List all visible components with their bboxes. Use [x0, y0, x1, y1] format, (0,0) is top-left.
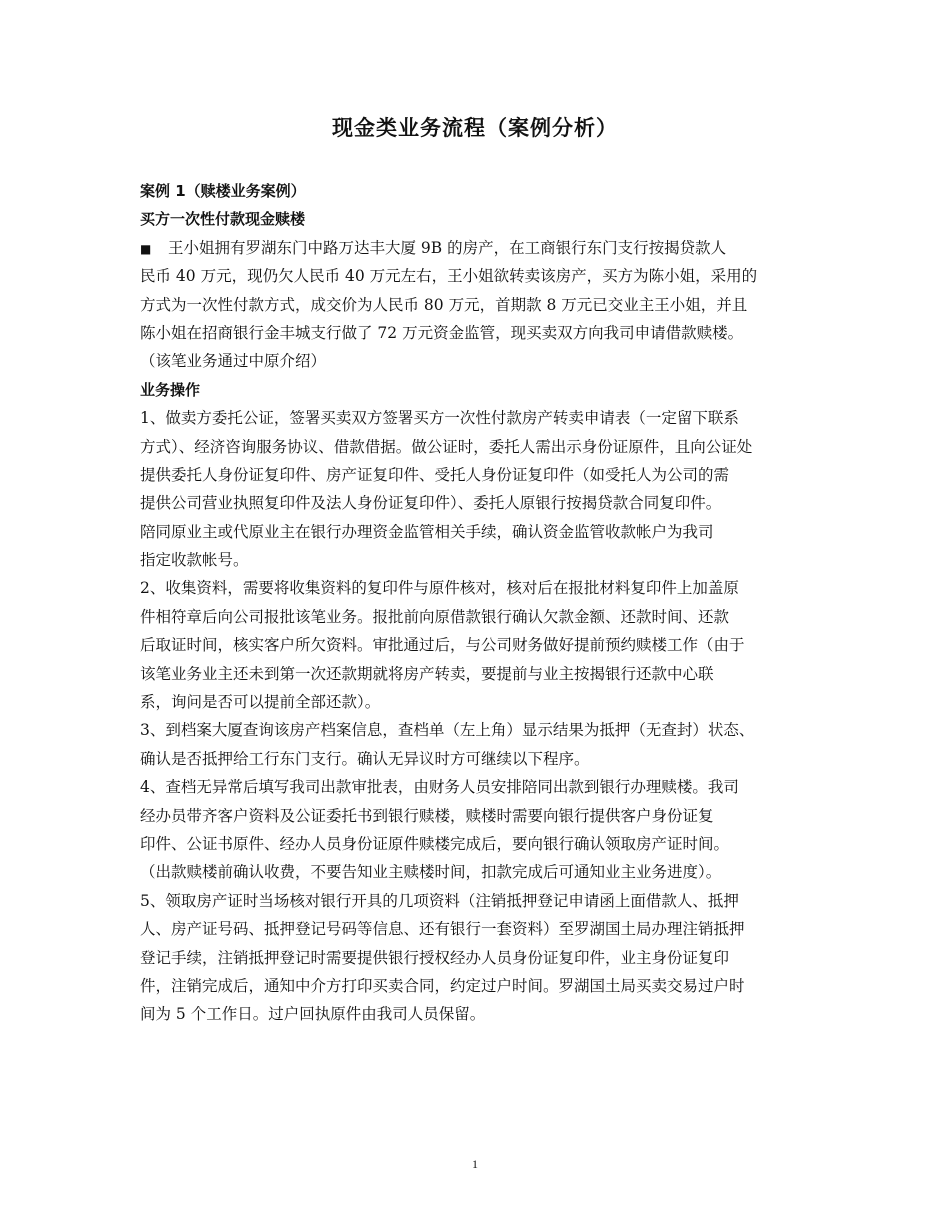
sub-heading: 买方一次性付款现金赎楼 [140, 210, 306, 229]
page-number: 1 [472, 1157, 478, 1171]
body-line: 件，注销完成后，通知中介方打印买卖合同，约定过户时间。罗湖国土局买卖交易过户时 [140, 976, 745, 995]
body-line: 4、查档无异常后填写我司出款审批表，由财务人员安排陪同出款到银行办理赎楼。我司 [140, 778, 739, 797]
body-line: 2、收集资料，需要将收集资料的复印件与原件核对，核对后在报批材料复印件上加盖原 [140, 579, 739, 598]
body-line: 件相符章后向公司报批该笔业务。报批前向原借款银行确认欠款金额、还款时间、还款 [140, 607, 730, 626]
intro-line-text: 方式为一次性付款方式，成交价为人民币 80 万元，首期款 8 万元已交业主王小姐，并且 [140, 295, 748, 314]
page-title: 现金类业务流程（案例分析） [332, 116, 618, 140]
body-line: 该笔业务业主还未到第一次还款期就将房产转卖，要提前与业主按揭银行还款中心联 [140, 664, 714, 683]
intro-line-text: 陈小姐在招商银行金丰城支行做了 72 万元资金监管，现买卖双方向我司申请借款赎楼。 [140, 323, 744, 342]
body-line: 5、领取房产证时当场核对银行开具的几项资料（注销抵押登记申请函上面借款人、抵押 [140, 891, 739, 910]
body-line: （出款赎楼前确认收费，不要告知业主赎楼时间，扣款完成后可通知业主业务进度）。 [140, 863, 722, 882]
intro-line [140, 234, 820, 262]
body-line: 方式）、经济咨询服务协议、借款借据。做公证时，委托人需出示身份证原件，且向公证处 [140, 437, 753, 456]
body-line: 指定收款帐号。 [140, 551, 249, 570]
body-line: 人、房产证号码、抵押登记号码等信息、还有银行一套资料）至罗湖国土局办理注销抵押 [140, 920, 745, 939]
body-line: 1、做卖方委托公证，签署买卖双方签署买方一次性付款房产转卖申请表（一定留下联系 [140, 409, 739, 428]
body-line: 印件、公证书原件、经办人员身份证原件赎楼完成后，要向银行确认领取房产证时间。 [140, 834, 730, 853]
body-line: 确认是否抵押给工行东门支行。确认无异议时方可继续以下程序。 [140, 749, 590, 768]
intro-line-text: 民币 40 万元，现仍欠人民币 40 万元左右，王小姐欲转卖该房产，买方为陈小姐，采用的 [140, 267, 758, 286]
body-line: 3、到档案大厦查询该房产档案信息，查档单（左上角）显示结果为抵押（无查封）状态、 [140, 721, 755, 740]
body-line: 系，询问是否可以提前全部还款）。 [140, 693, 381, 712]
intro-line [140, 319, 820, 347]
body-line: 后取证时间，核实客户所欠资料。审批通过后，与公司财务做好提前预约赎楼工作（由于 [140, 636, 745, 655]
body-line: 提供公司营业执照复印件及法人身份证复印件）、委托人原银行按揭贷款合同复印件。 [140, 494, 722, 513]
operations-body [140, 404, 820, 1029]
body-line: 陪同原业主或代原业主在银行办理资金监管相关手续，确认资金监管收款帐户为我司 [140, 522, 714, 541]
body-line: 间为 5 个工作日。过户回执原件由我司人员保留。 [140, 1005, 486, 1024]
case-heading: 案例 1（赎楼业务案例） [140, 182, 306, 200]
intro-line [140, 291, 820, 319]
operations-heading: 业务操作 [140, 380, 201, 399]
intro-line [140, 347, 820, 375]
intro-line-text: 王小姐拥有罗湖东门中路万达丰大厦 9B 的房产，在工商银行东门支行按揭贷款人 [168, 238, 727, 257]
body-line: 提供委托人身份证复印件、房产证复印件、受托人身份证复印件（如受托人为公司的需 [140, 465, 730, 484]
intro-line [140, 262, 820, 290]
document-body [140, 177, 820, 1029]
body-line: 经办员带齐客户资料及公证委托书到银行赎楼，赎楼时需要向银行提供客户身份证复 [140, 806, 714, 825]
intro-paragraph [140, 234, 820, 376]
bullet-square-icon: ■ [140, 241, 152, 256]
intro-line-text: （该笔业务通过中原介绍） [140, 352, 327, 371]
body-line: 登记手续，注销抵押登记时需要提供银行授权经办人员身份证复印件，业主身份证复印 [140, 948, 730, 967]
